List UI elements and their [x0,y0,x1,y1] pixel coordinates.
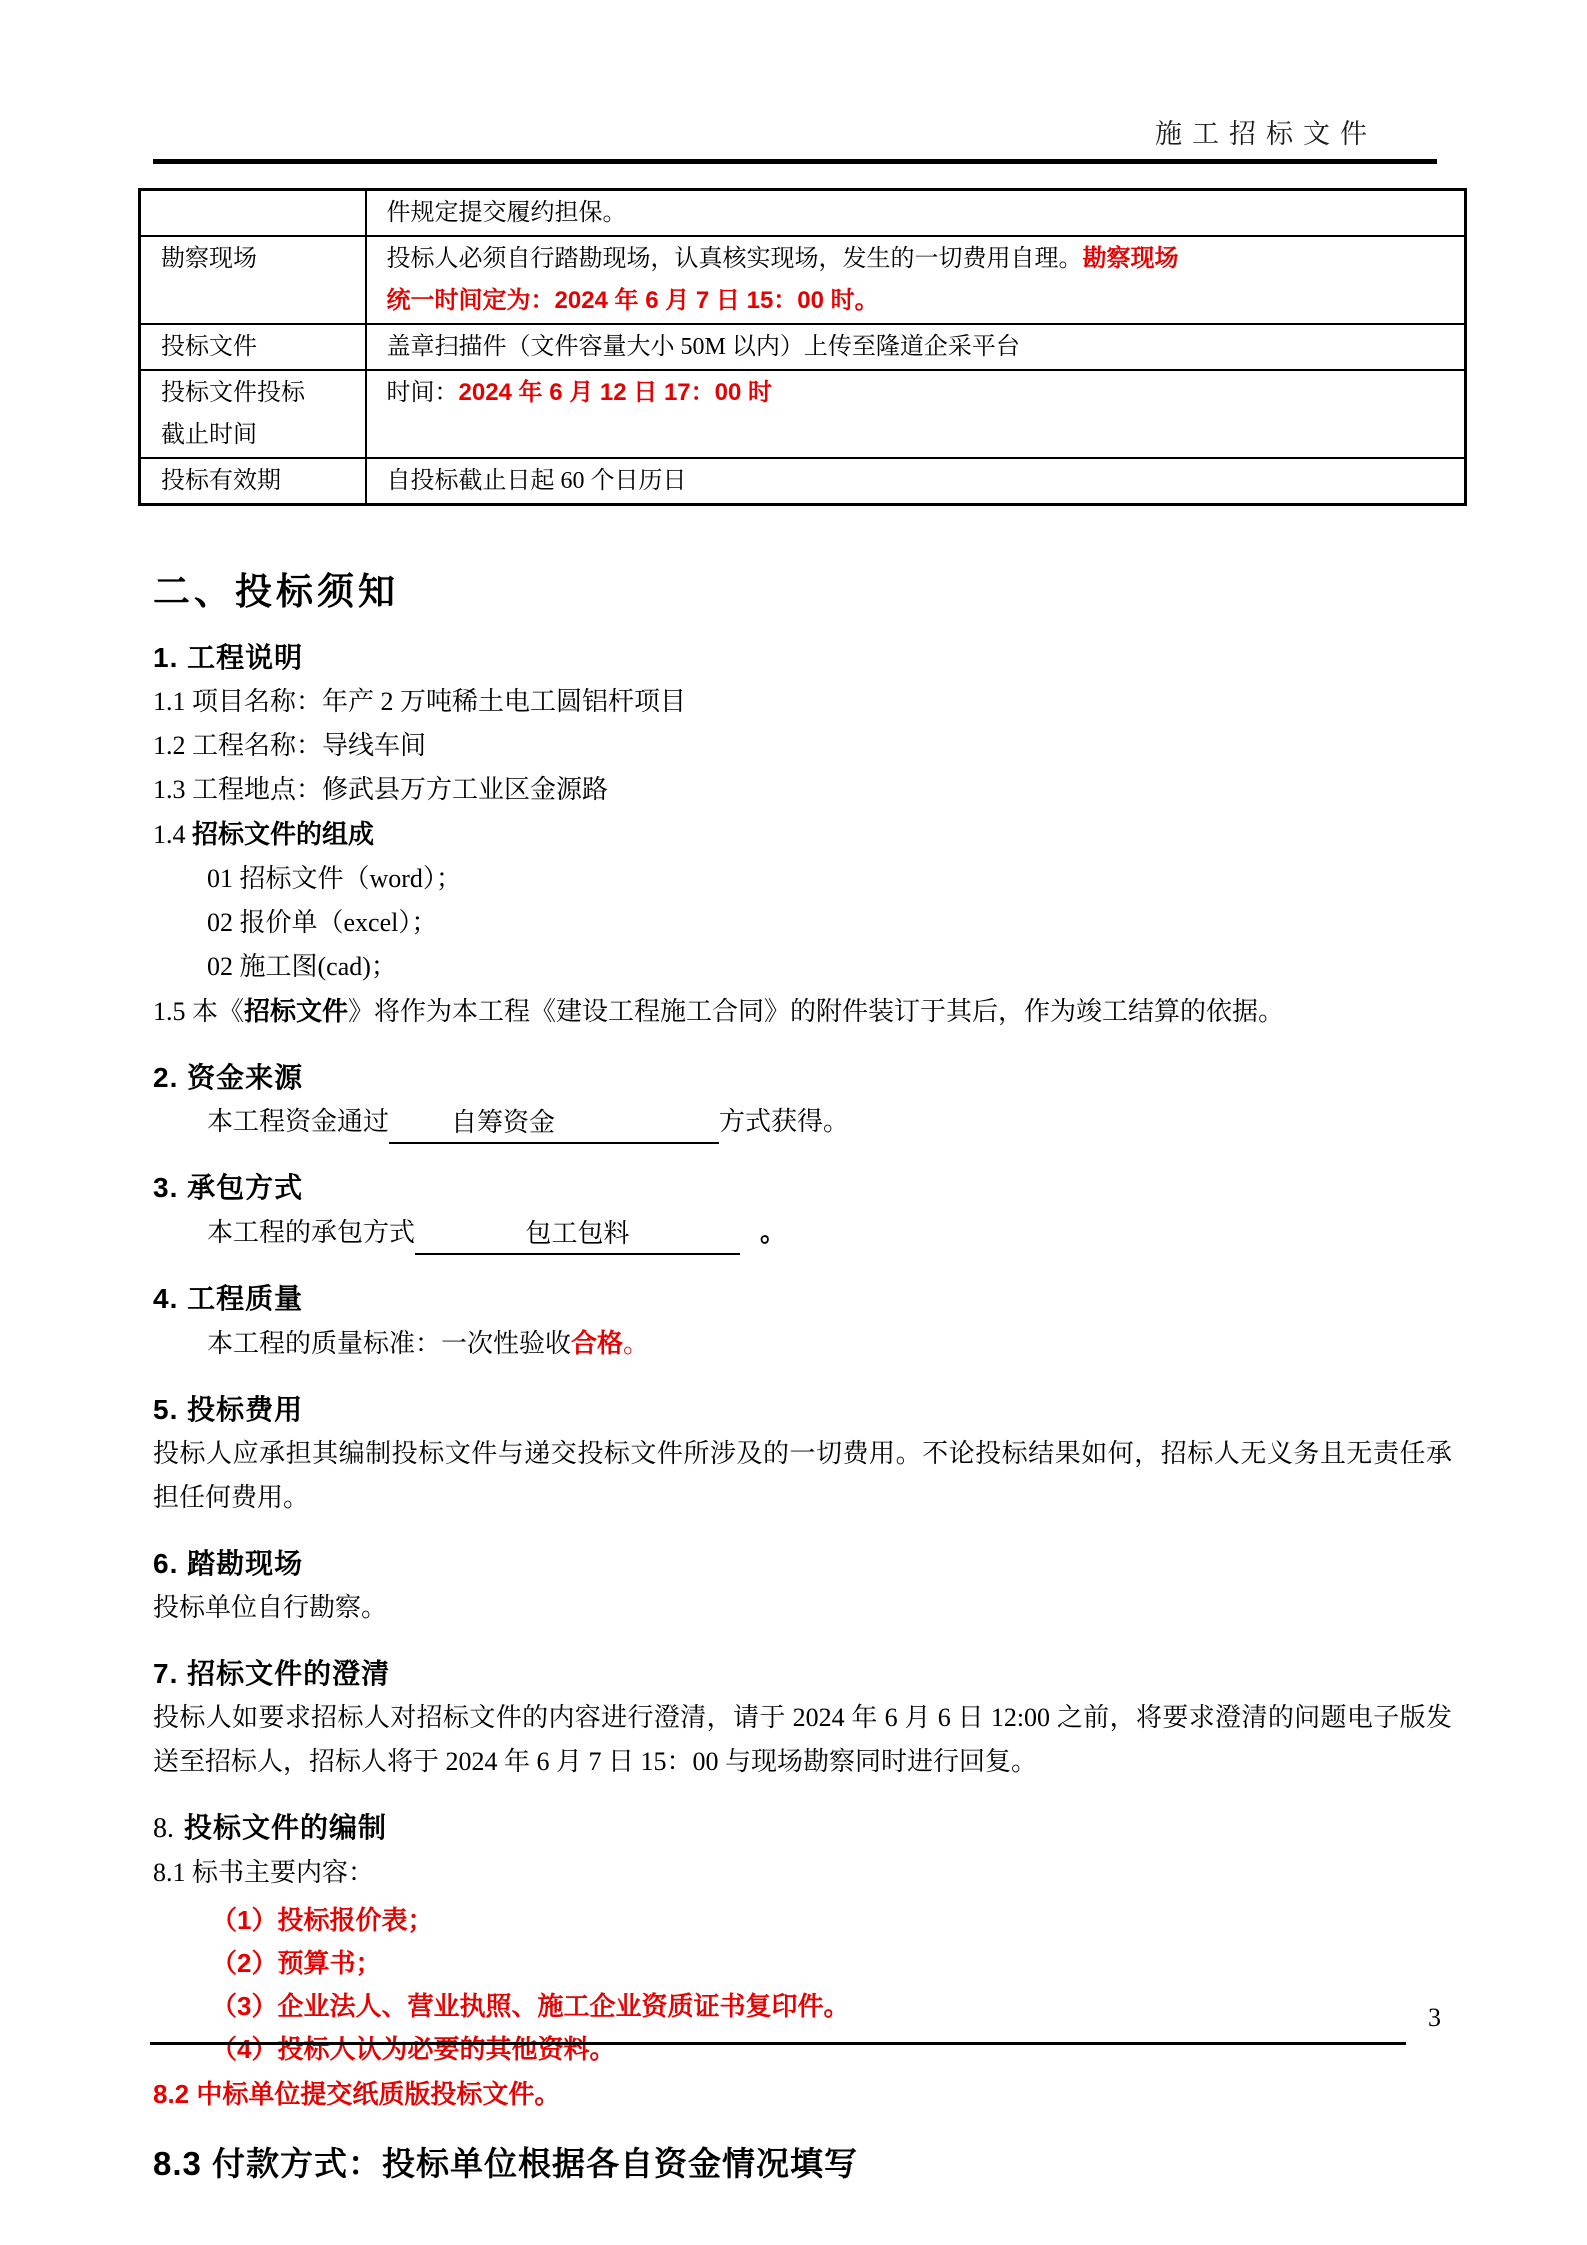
row-content [366,236,1466,324]
footer-rule [150,2042,1406,2045]
contract-blank-underline: 包工包料 [415,1213,740,1255]
item-works-name: 1.2 工程名称：导线车间 [153,731,427,760]
heading-bid-cost: 5. 投标费用 [153,1394,304,1425]
bid-info-table [138,188,1467,506]
quality-line-period: 。 [623,1329,650,1358]
red-item-other-materials: （4）投标人认为必要的其他资料。 [211,2034,616,2064]
survey-time-red-line2: 统一时间定为：2024 年 6 月 7 日 15：00 时。 [386,287,879,314]
heading-quality: 4. 工程质量 [153,1283,304,1314]
row-content [366,370,1466,458]
deadline-time-red: 2024 年 6 月 12 日 17：00 时 [458,379,772,406]
row-content: 自投标截止日起 60 个日历日 [366,458,1466,505]
doc-type-label: 施工招标文件 [1155,119,1377,149]
component-word: 01 招标文件（word）； [207,864,462,893]
heading-number: 8. [153,1813,174,1844]
item-project-name: 1.1 项目名称：年产 2 万吨稀土电工圆铝杆项目 [153,687,687,716]
binding-clause-bold: 招标文件 [244,996,349,1026]
table-row-guarantee [140,190,1466,237]
heading-project-description: 1. 工程说明 [153,642,304,673]
item-8-1: 8.1 标书主要内容： [153,1858,375,1887]
red-item-licenses: （3）企业法人、营业执照、施工企业资质证书复印件。 [211,1991,850,2021]
table-row-deadline [140,370,1466,458]
heading-contract-mode: 3. 承包方式 [153,1172,304,1203]
page-content [153,112,1452,2186]
survey-text-black: 投标人必须自行踏勘现场，认真核实现场，发生的一切费用自理。 [386,246,1083,272]
component-cad: 02 施工图(cad)； [207,952,397,981]
red-item-budget-book: （2）预算书； [211,1948,382,1978]
row-content: 件规定提交履约担保。 [366,190,1466,237]
clarification-paragraph: 投标人如要求招标人对招标文件的内容进行澄清，请于 2024 年 6 月 6 日 12:00 之前，将要求澄清的问题电子版发送至招标人，招标人将于 2024 年 6 月 7 日 15：00 与现场勘察同时进行回复。 [153,1703,1452,1776]
page-number: 3 [1428,2003,1441,2032]
survey-time-red: 勘察现场 [1082,245,1179,272]
section-title: 二、投标须知 [153,571,399,612]
site-visit-line: 投标单位自行勘察。 [153,1593,388,1622]
red-item-price-form: （1）投标报价表； [211,1905,434,1935]
funding-blank-underline: 自筹资金 [389,1102,719,1144]
heading-clarification: 7. 招标文件的澄清 [153,1658,391,1689]
item-doc-composition [153,812,1452,857]
row-label: 勘察现场 [140,236,366,324]
table-row-site-survey [140,236,1466,324]
quality-result-red: 合格 [571,1328,624,1358]
bid-cost-paragraph: 投标人应承担其编制投标文件与递交投标文件所涉及的一切费用。不论投标结果如何，招标人无义务且无责任承担任何费用。 [153,1439,1452,1512]
row-label [140,190,366,237]
page-header [153,112,1437,164]
row-label: 投标文件投标截止时间 [140,370,366,458]
item-8-2: 8.2 中标单位提交纸质版投标文件。 [153,2079,561,2109]
contract-mode-line: 本工程的承包方式 包工包料 。 [153,1210,1452,1255]
component-excel: 02 报价单（excel）； [207,908,438,937]
table-row-bid-file [140,324,1466,370]
heading-bid-preparation [153,1806,1452,1851]
item-doc-composition-title: 招标文件的组成 [192,819,375,849]
row-label: 投标有效期 [140,458,366,505]
quality-line: 本工程的质量标准：一次性验收合格。 [207,1328,650,1358]
contract-line-period: 。 [760,1217,787,1247]
row-content: 盖章扫描件（文件容量大小 50M 以内）上传至隆道企采平台 [366,324,1466,370]
row-label: 投标文件 [140,324,366,370]
funding-source-line: 本工程资金通过 自筹资金 方式获得。 [153,1100,1452,1144]
heading-site-visit: 6. 踏勘现场 [153,1548,304,1579]
deadline-label: 时间： [386,380,459,406]
heading-funding-source: 2. 资金来源 [153,1062,304,1093]
item-number: 1.4 [153,820,186,849]
heading-bid-preparation-title: 投标文件的编制 [184,1812,388,1843]
item-works-location: 1.3 工程地点：修武县万方工业区金源路 [153,775,609,804]
table-row-validity [140,458,1466,505]
item-8-3: 8.3 付款方式：投标单位根据各自资金情况填写 [153,2145,859,2182]
item-binding-clause: 1.5 本《招标文件》将作为本工程《建设工程施工合同》的附件装订于其后，作为竣工结算的依据。 [153,996,1285,1026]
